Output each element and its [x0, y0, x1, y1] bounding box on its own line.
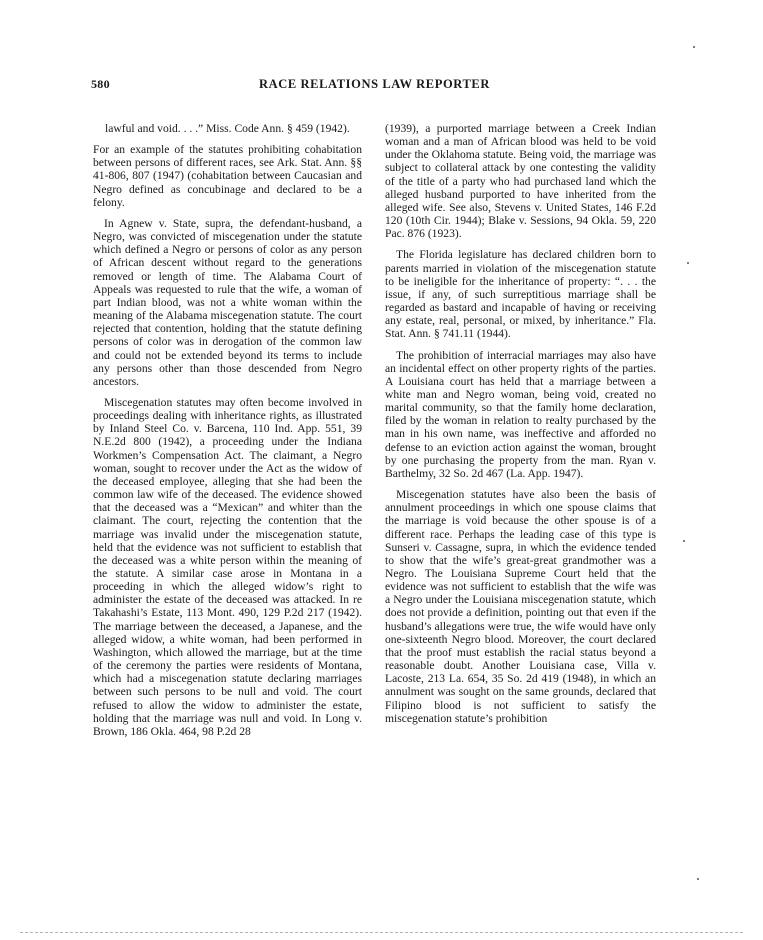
paragraph: In Agnew v. State, supra, the defendant-husband, a Negro, was convicted of miscegenation under the statute which defined a Negro or persons of color as any person of African descent without regard to the generations removed or length of time. The Alabama Court of Appeals was requested to rule that the wife, a woman of part Indian blood, was not a white woman within the meaning of the Alabama miscegenation statute. The court rejected that contention, holding that the statute defining persons of color was in derogation of the common law and could not be extended beyond its terms to include any persons other than those descended from Negro ancestors.	[93, 216, 362, 388]
paragraph: For an example of the statutes prohibiting cohabitation between persons of different races, see Ark. Stat. Ann. §§ 41-806, 807 (1947) (cohabitation between Caucasian and Negro defined as concubinage and declared to be a felony.	[93, 143, 362, 209]
right-column	[385, 122, 656, 725]
page-number: 580	[91, 77, 110, 91]
scan-speck	[697, 878, 699, 880]
paragraph: The Florida legislature has declared children born to parents married in violation of the miscegenation statute to be ineligible for the inheritance of property: “. . . the issue, if any, of such surreptitious marriage shall be regarded as bastard and incapable of having or receiving any estate, real, personal, or mixed, by inheritance.” Fla. Stat. Ann. § 741.11 (1944).	[385, 248, 656, 341]
paragraph: The prohibition of interracial marriages may also have an incidental effect on other property rights of the parties. A Louisiana court has held that a marriage between a white man and Negro woman, being void, created no marital community, so that the family home declaration, filed by the woman in relation to realty purchased by the man in his own name, was ineffective and afforded no defense to an eviction action against the woman, brought by one purchasing the property from the man. Ryan v. Barthelmy, 32 So. 2d 467 (La. App. 1947).	[385, 348, 656, 480]
left-column	[93, 122, 362, 738]
paragraph: (1939), a purported marriage between a Creek Indian woman and a man of African blood was held to be void under the Oklahoma statute. Being void, the marriage was subject to collateral attack by one contesting the validity of the title of a party who had purchased land which the alleged husband purported to have inherited from the alleged wife. See also, Stevens v. United States, 146 F.2d 120 (10th Cir. 1944); Blake v. Sessions, 94 Okla. 59, 220 Pac. 876 (1923).	[385, 122, 656, 241]
paragraph: Miscegenation statutes may often become involved in proceedings dealing with inheritance rights, as illustrated by Inland Steel Co. v. Barcena, 110 Ind. App. 551, 39 N.E.2d 800 (1942), a proceeding under the Indiana Workmen’s Compensation Act. The claimant, a Negro woman, sought to recover under the Act as the widow of the deceased employee, alleging that she had been the common law wife of the deceased. The evidence showed that the deceased was a “Mexican” and whiter than the claimant. The court, rejecting the contention that the marriage was invalid under the miscegenation statute, held that the evidence was not sufficient to establish that the deceased was a white person within the meaning of the statute. A similar case arose in Montana in a proceeding in which the alleged widow’s right to administer the estate of the deceased was attacked. In re Takahashi’s Estate, 113 Mont. 490, 129 P.2d 217 (1942). The marriage between the deceased, a Japanese, and the alleged widow, a white woman, had been performed in Washington, which allowed the marriage, but at the time of the ceremony the parties were residents of Montana, which had a miscegenation statute declaring marriages between such persons to be null and void. The court refused to allow the widow to administer the estate, holding that the marriage was null and void. In Long v. Brown, 186 Okla. 464, 98 P.2d 28	[93, 395, 362, 738]
scan-edge-line	[20, 932, 743, 933]
scan-speck	[687, 262, 689, 264]
paragraph: lawful and void. . . .” Miss. Code Ann. § 459 (1942).	[105, 122, 350, 135]
scan-speck	[683, 540, 685, 542]
running-title: RACE RELATIONS LAW REPORTER	[259, 77, 490, 91]
scan-speck	[693, 46, 695, 48]
paragraph: Miscegenation statutes have also been the basis of annulment proceedings in which one spouse claims that the marriage is void because the other spouse is of a different race. Perhaps the leading case of this type is Sunseri v. Cassagne, supra, in which the evidence tended to show that the wife’s great-great grandmother was a Negro. The Louisiana Supreme Court held that the evidence was not sufficient to establish that the wife was a Negro under the Louisiana miscegenation statute, which does not provide a definition, pointing out that even if the husband’s allegations were true, the wife would have only one-sixteenth Negro blood. Moreover, the court declared that the proof must establish the racial status beyond a reasonable doubt. Another Louisiana case, Villa v. Lacoste, 213 La. 654, 35 So. 2d 419 (1948), in which an annulment was sought on the same grounds, declared that Filipino blood is not sufficient to satisfy the miscegenation statute’s prohibition	[385, 488, 656, 725]
